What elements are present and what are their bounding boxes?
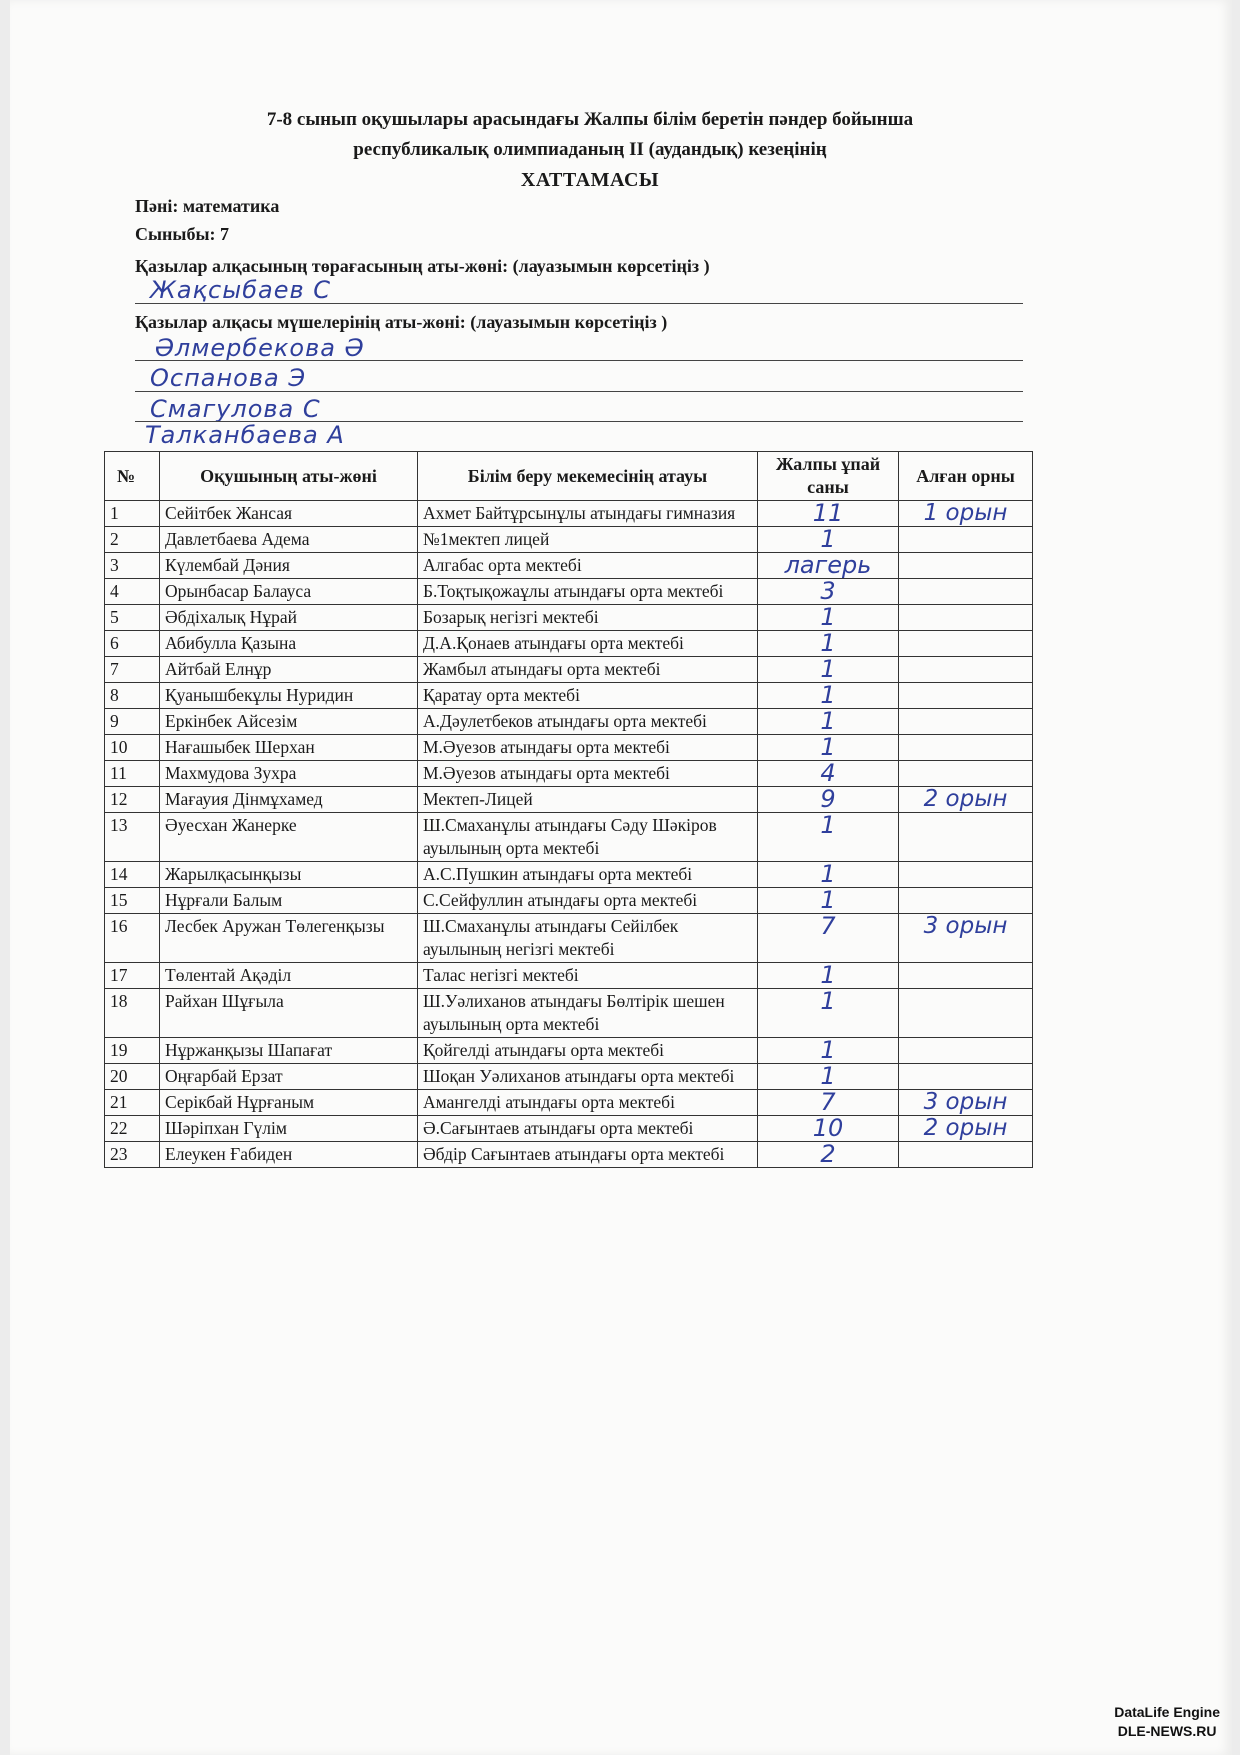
student-name: Нұрғали Балым (160, 888, 418, 914)
place-awarded: 3 орын (899, 1090, 1033, 1116)
table-row (105, 963, 1033, 989)
school-name: Ахмет Байтұрсынұлы атындағы гимназия (418, 501, 758, 527)
place-awarded (899, 709, 1033, 735)
row-number: 17 (105, 963, 160, 989)
school-name: Мектеп-Лицей (418, 787, 758, 813)
place-awarded (899, 605, 1033, 631)
table-row (105, 914, 1033, 963)
table-header-row (105, 452, 1033, 501)
school-name: Бозарық негізгі мектебі (418, 605, 758, 631)
school-name: М.Әуезов атындағы орта мектебі (418, 735, 758, 761)
school-name: С.Сейфуллин атындағы орта мектебі (418, 888, 758, 914)
col-header-total-score: Жалпы ұпай саны (758, 452, 899, 501)
table-row (105, 813, 1033, 862)
school-name: Ш.Смаханұлы атындағы Сәду Шәкіров ауылының орта мектебі (418, 813, 758, 862)
row-number: 8 (105, 683, 160, 709)
school-name: Талас негізгі мектебі (418, 963, 758, 989)
row-number: 21 (105, 1090, 160, 1116)
place-awarded (899, 888, 1033, 914)
document-page (10, 0, 1232, 1755)
table-row (105, 527, 1033, 553)
row-number: 14 (105, 862, 160, 888)
place-awarded (899, 989, 1033, 1038)
table-row (105, 1038, 1033, 1064)
total-score: 1 (758, 527, 899, 553)
place-awarded (899, 683, 1033, 709)
table-row (105, 1064, 1033, 1090)
school-name: Б.Тоқтықожаұлы атындағы орта мектебі (418, 579, 758, 605)
row-number: 18 (105, 989, 160, 1038)
place-awarded (899, 963, 1033, 989)
total-score: 2 (758, 1142, 899, 1168)
total-score: 7 (758, 1090, 899, 1116)
total-score: 7 (758, 914, 899, 963)
school-name: Амангелді атындағы орта мектебі (418, 1090, 758, 1116)
total-score: 1 (758, 862, 899, 888)
jury-members-label: Қазылар алқасы мүшелерінің аты-жөні: (лауазымын көрсетіңіз ) (135, 312, 668, 332)
chair-underline (135, 303, 1023, 304)
table-row (105, 989, 1033, 1038)
student-name: Мағауия Дінмұхамед (160, 787, 418, 813)
watermark-line-2: DLE-NEWS.RU (1117, 1723, 1217, 1739)
table-row (105, 888, 1033, 914)
table-row (105, 605, 1033, 631)
total-score: 1 (758, 1064, 899, 1090)
jury-member-1: Әлмербекова Ә (155, 334, 365, 362)
place-awarded (899, 813, 1033, 862)
total-score: 1 (758, 605, 899, 631)
row-number: 20 (105, 1064, 160, 1090)
school-name: Жамбыл атындағы орта мектебі (418, 657, 758, 683)
member-underline (135, 360, 1023, 361)
row-number: 10 (105, 735, 160, 761)
row-number: 3 (105, 553, 160, 579)
row-number: 9 (105, 709, 160, 735)
place-awarded (899, 761, 1033, 787)
col-header-place: Алған орны (899, 452, 1033, 501)
place-awarded (899, 735, 1033, 761)
student-name: Елеукен Ғабиден (160, 1142, 418, 1168)
row-number: 22 (105, 1116, 160, 1142)
jury-member-4: Талканбаева А (145, 421, 345, 449)
total-score: 11 (758, 501, 899, 527)
grade-label: Сыныбы: 7 (135, 224, 230, 244)
results-table (104, 451, 1033, 1168)
student-name: Айтбай Елнұр (160, 657, 418, 683)
table-row (105, 862, 1033, 888)
jury-chair-signature: Жақсыбаев С (150, 276, 332, 304)
student-name: Сейітбек Жансая (160, 501, 418, 527)
student-name: Райхан Шұғыла (160, 989, 418, 1038)
row-number: 23 (105, 1142, 160, 1168)
school-name: Алгабас орта мектебі (418, 553, 758, 579)
row-number: 2 (105, 527, 160, 553)
document-heading: ХАТТАМАСЫ (520, 169, 660, 191)
jury-chair-label: Қазылар алқасының төрағасының аты-жөні: (лауазымын көрсетіңіз ) (135, 256, 710, 276)
school-name: Ш.Уәлиханов атындағы Бөлтірік шешен ауылының орта мектебі (418, 989, 758, 1038)
school-name: Қойгелді атындағы орта мектебі (418, 1038, 758, 1064)
school-name: Ш.Смаханұлы атындағы Сейілбек ауылының негізгі мектебі (418, 914, 758, 963)
place-awarded: 3 орын (899, 914, 1033, 963)
place-awarded: 2 орын (899, 787, 1033, 813)
total-score: 1 (758, 735, 899, 761)
title-line-1: 7-8 сынып оқушылары арасындағы Жалпы білім беретін пәндер бойынша (266, 109, 914, 130)
student-name: Жарылқасынқызы (160, 862, 418, 888)
place-awarded (899, 862, 1033, 888)
table-row (105, 501, 1033, 527)
table-row (105, 709, 1033, 735)
table-row (105, 1090, 1033, 1116)
school-name: А.С.Пушкин атындағы орта мектебі (418, 862, 758, 888)
place-awarded (899, 1142, 1033, 1168)
row-number: 5 (105, 605, 160, 631)
school-name: Д.А.Қонаев атындағы орта мектебі (418, 631, 758, 657)
student-name: Нұржанқызы Шапағат (160, 1038, 418, 1064)
row-number: 12 (105, 787, 160, 813)
title-line-2: республикалық олимпиаданың II (аудандық) кезеңінің (353, 139, 827, 160)
student-name: Күлембай Дәния (160, 553, 418, 579)
total-score: 9 (758, 787, 899, 813)
place-awarded (899, 527, 1033, 553)
table-row (105, 735, 1033, 761)
table-row (105, 1116, 1033, 1142)
school-name: Қаратау орта мектебі (418, 683, 758, 709)
col-header-number: № (105, 452, 160, 501)
jury-member-2: Оспанова Э (150, 364, 307, 392)
col-header-student-name: Оқушының аты-жөні (160, 452, 418, 501)
total-score: 4 (758, 761, 899, 787)
student-name: Шәріпхан Гүлім (160, 1116, 418, 1142)
student-name: Лесбек Аружан Төлегенқызы (160, 914, 418, 963)
student-name: Төлентай Ақәділ (160, 963, 418, 989)
student-name: Махмудова Зухра (160, 761, 418, 787)
row-number: 7 (105, 657, 160, 683)
row-number: 4 (105, 579, 160, 605)
student-name: Серікбай Нұрғаным (160, 1090, 418, 1116)
student-name: Давлетбаева Адема (160, 527, 418, 553)
total-score: 3 (758, 579, 899, 605)
member-underline (135, 391, 1023, 392)
school-name: №1мектеп лицей (418, 527, 758, 553)
table-row (105, 1142, 1033, 1168)
table-row (105, 553, 1033, 579)
school-name: Әбдір Сағынтаев атындағы орта мектебі (418, 1142, 758, 1168)
table-row (105, 657, 1033, 683)
watermark (1114, 1703, 1220, 1741)
row-number: 6 (105, 631, 160, 657)
total-score: 1 (758, 1038, 899, 1064)
total-score: 1 (758, 709, 899, 735)
student-name: Нағашыбек Шерхан (160, 735, 418, 761)
row-number: 16 (105, 914, 160, 963)
place-awarded: 2 орын (899, 1116, 1033, 1142)
place-awarded (899, 579, 1033, 605)
row-number: 15 (105, 888, 160, 914)
total-score: лагерь (758, 553, 899, 579)
place-awarded (899, 657, 1033, 683)
subject-label: Пәні: математика (135, 196, 280, 216)
row-number: 19 (105, 1038, 160, 1064)
total-score: 1 (758, 657, 899, 683)
table-row (105, 631, 1033, 657)
school-name: А.Дәулетбеков атындағы орта мектебі (418, 709, 758, 735)
place-awarded (899, 631, 1033, 657)
student-name: Қуанышбекұлы Нуридин (160, 683, 418, 709)
table-row (105, 579, 1033, 605)
total-score: 1 (758, 963, 899, 989)
table-row (105, 761, 1033, 787)
place-awarded: 1 орын (899, 501, 1033, 527)
row-number: 13 (105, 813, 160, 862)
table-row (105, 787, 1033, 813)
total-score: 1 (758, 683, 899, 709)
student-name: Оңғарбай Ерзат (160, 1064, 418, 1090)
student-name: Абибулла Қазына (160, 631, 418, 657)
place-awarded (899, 1038, 1033, 1064)
total-score: 10 (758, 1116, 899, 1142)
jury-member-3: Смагулова С (150, 395, 321, 423)
place-awarded (899, 553, 1033, 579)
student-name: Әбдіхалық Нұрай (160, 605, 418, 631)
student-name: Әуесхан Жанерке (160, 813, 418, 862)
watermark-line-1: DataLife Engine (1114, 1704, 1220, 1720)
total-score: 1 (758, 989, 899, 1038)
table-row (105, 683, 1033, 709)
school-name: Ә.Сағынтаев атындағы орта мектебі (418, 1116, 758, 1142)
place-awarded (899, 1064, 1033, 1090)
total-score: 1 (758, 631, 899, 657)
total-score: 1 (758, 813, 899, 862)
col-header-school: Білім беру мекемесінің атауы (418, 452, 758, 501)
student-name: Еркінбек Айсезім (160, 709, 418, 735)
row-number: 1 (105, 501, 160, 527)
school-name: Шоқан Уәлиханов атындағы орта мектебі (418, 1064, 758, 1090)
total-score: 1 (758, 888, 899, 914)
school-name: М.Әуезов атындағы орта мектебі (418, 761, 758, 787)
row-number: 11 (105, 761, 160, 787)
student-name: Орынбасар Балауса (160, 579, 418, 605)
